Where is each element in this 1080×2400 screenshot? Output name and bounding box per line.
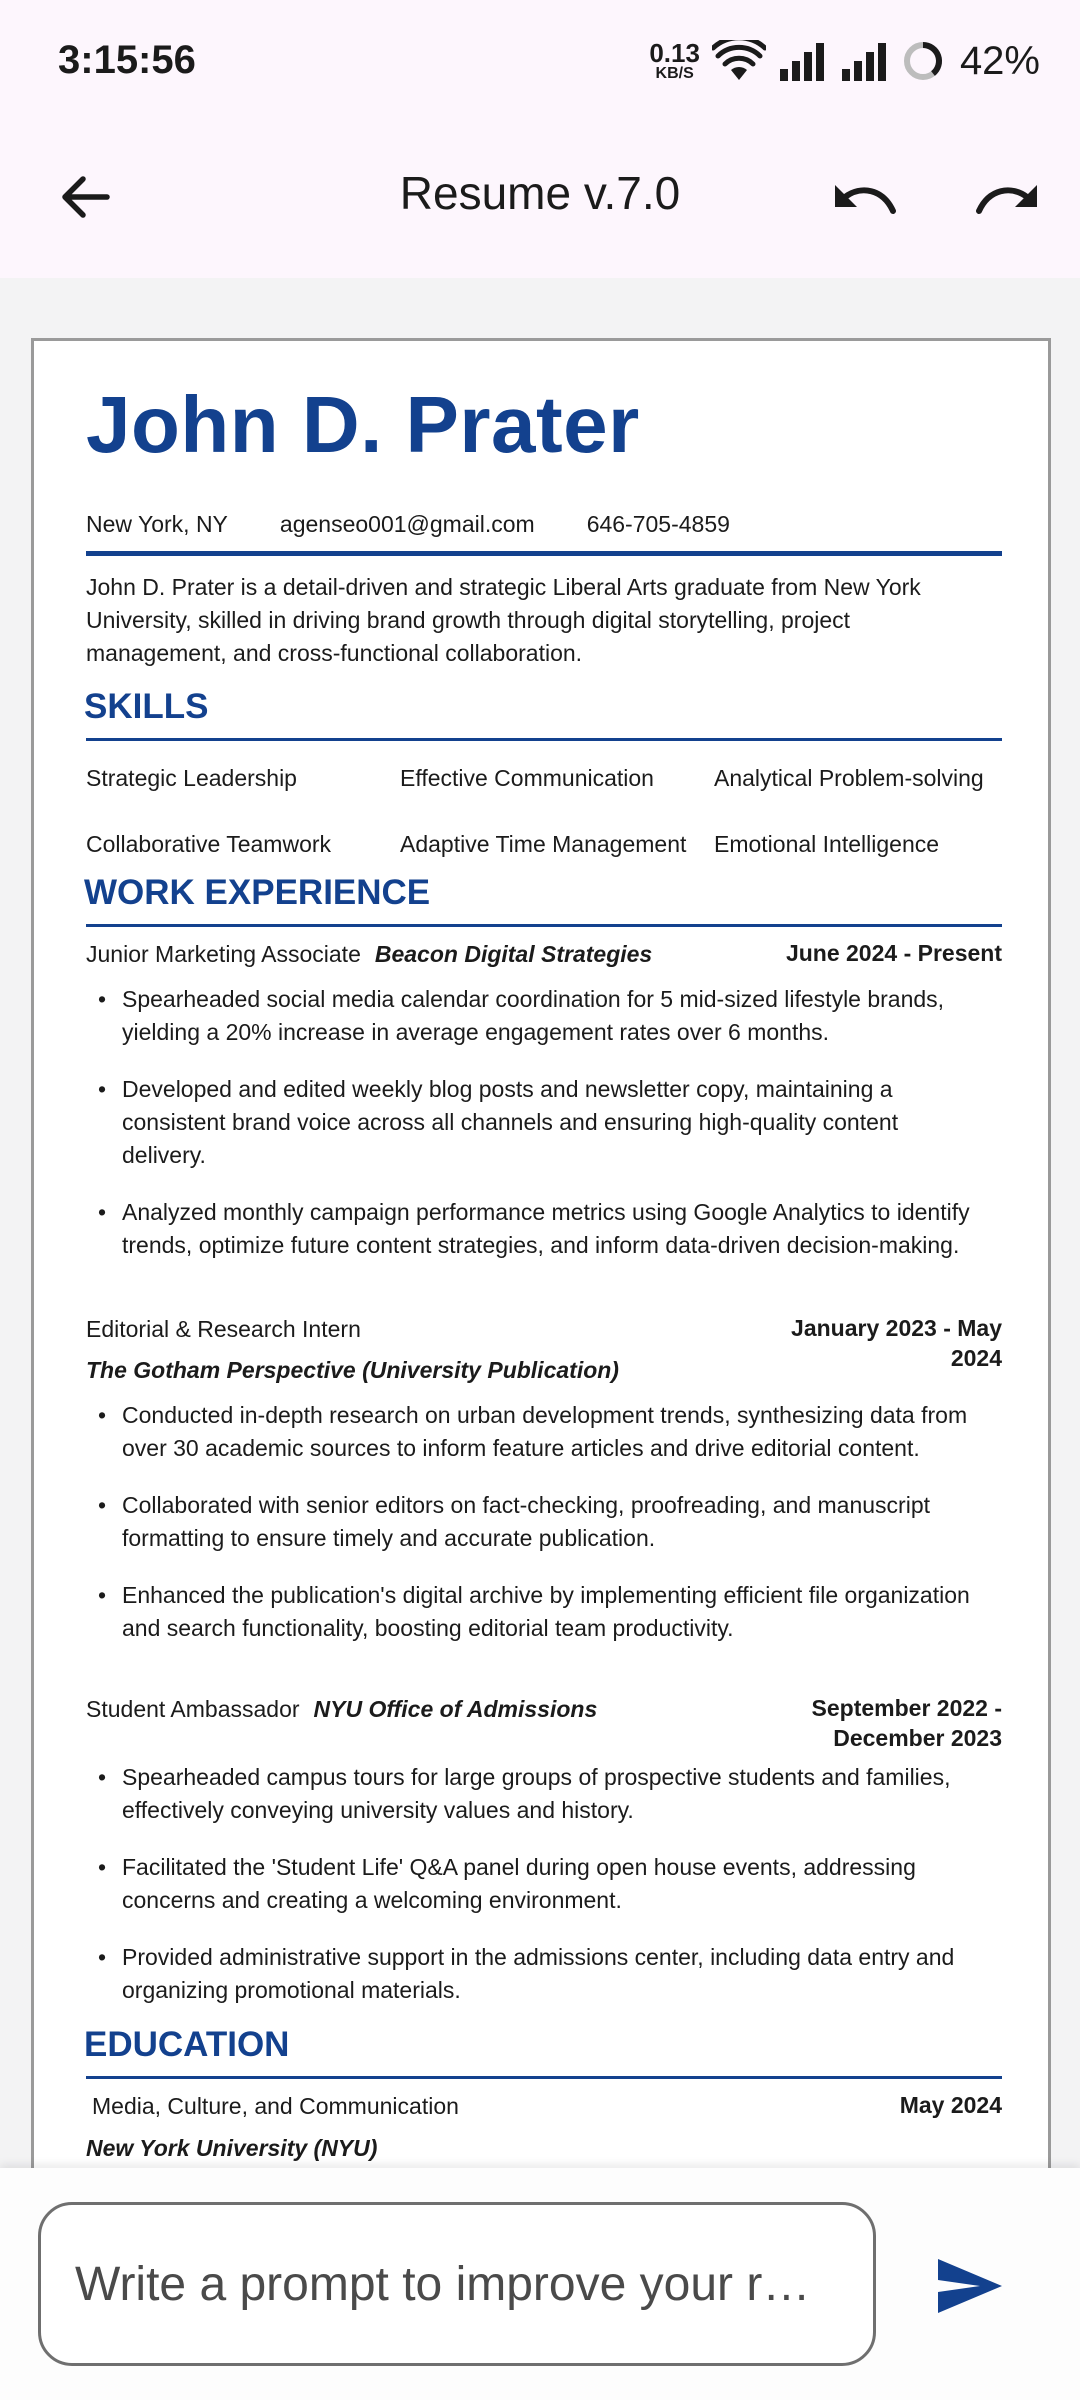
job-dates-line1: January 2023 - May — [791, 1315, 1002, 1341]
job-role: Editorial & Research Intern — [86, 1316, 361, 1342]
summary-text: John D. Prater is a detail-driven and strategic Liberal Arts graduate from New York University, skilled in driving brand growth through digital storytelling, project management, and cross-functional collaboration. — [86, 574, 921, 666]
list-item: • Spearheaded campus tours for large groups of prospective students and families, effectively conveying university values and history. — [86, 1761, 986, 1827]
job-title-line — [86, 941, 652, 968]
list-item: • Analyzed monthly campaign performance metrics using Google Analytics to identify trends, optimize future content strategies, and inform data-driven decision-making. — [86, 1196, 986, 1262]
prompt-bar — [0, 2168, 1080, 2400]
list-item: • Facilitated the 'Student Life' Q&A panel during open house events, addressing concerns and creating a welcoming environment. — [86, 1851, 986, 1917]
skill-item: Adaptive Time Management — [400, 831, 687, 857]
battery-ring-icon — [902, 40, 944, 82]
list-item: • Developed and edited weekly blog posts and newsletter copy, maintaining a consistent brand voice across all channels and ensuring high-quality content delivery. — [86, 1073, 986, 1172]
header-divider — [86, 551, 1002, 556]
list-item: • Provided administrative support in the admissions center, including data entry and organizing promotional materials. — [86, 1941, 986, 2007]
resume-name: John D. Prater — [86, 380, 640, 469]
skills-divider — [86, 738, 1002, 741]
job-bullets — [86, 1399, 986, 1669]
job-bullets — [86, 1761, 986, 2031]
education-degree: Media, Culture, and Communication — [92, 2093, 459, 2119]
job-company: NYU Office of Admissions — [313, 1696, 598, 1722]
status-bar — [0, 0, 1080, 122]
status-icons — [649, 36, 1040, 86]
net-speed — [649, 40, 700, 82]
education-school: New York University (NYU) — [86, 2135, 378, 2161]
job-dates — [791, 1313, 1002, 1373]
prompt-input[interactable] — [38, 2202, 876, 2366]
resume-preview[interactable] — [31, 338, 1051, 2168]
battery-percent: 42% — [959, 38, 1040, 83]
contact-line — [86, 511, 730, 538]
job-dates-line2: 2024 — [950, 1345, 1002, 1371]
skill-item: Strategic Leadership — [86, 765, 297, 791]
job-dates-line2: December 2023 — [833, 1725, 1002, 1751]
undo-icon — [831, 177, 897, 217]
education-date: May 2024 — [899, 2092, 1002, 2118]
page-title: Resume v.7.0 — [399, 167, 681, 219]
app-bar — [0, 122, 1080, 278]
net-speed-unit: KB/S — [655, 65, 694, 82]
job-title-line — [86, 1696, 597, 1723]
list-item: • Collaborated with senior editors on fact-checking, proofreading, and manuscript formatting to ensure timely and accurate publication. — [86, 1489, 986, 1555]
signal-icon — [778, 41, 828, 81]
job-role: Junior Marketing Associate — [86, 941, 361, 967]
job-bullets — [86, 983, 986, 1286]
redo-button[interactable] — [970, 162, 1046, 232]
job-company: Beacon Digital Strategies — [374, 941, 653, 967]
job-role: Student Ambassador — [86, 1696, 300, 1722]
redo-icon — [975, 177, 1041, 217]
skill-item: Emotional Intelligence — [714, 831, 940, 857]
education-divider — [86, 2076, 1002, 2079]
contact-phone: 646-705-4859 — [586, 511, 730, 537]
wifi-icon — [712, 40, 766, 82]
skill-item: Effective Communication — [400, 765, 654, 791]
skill-item: Collaborative Teamwork — [86, 831, 332, 857]
job-company: The Gotham Perspective (University Publication) — [86, 1357, 619, 1383]
net-speed-value: 0.13 — [649, 38, 700, 68]
send-button[interactable] — [930, 2246, 1010, 2326]
list-item: • Spearheaded social media calendar coordination for 5 mid-sized lifestyle brands, yielding a 20% increase in average engagement rates over 6 months. — [86, 983, 986, 1049]
signal-icon-2 — [840, 41, 890, 81]
work-heading: WORK EXPERIENCE — [84, 873, 431, 912]
job-dates-line1: September 2022 - — [811, 1695, 1002, 1721]
undo-button[interactable] — [826, 162, 902, 232]
send-icon — [936, 2257, 1004, 2315]
work-divider — [86, 924, 1002, 927]
list-item: • Enhanced the publication's digital archive by implementing efficient file organization and search functionality, boosting editorial team productivity. — [86, 1579, 986, 1645]
job-dates: June 2024 - Present — [785, 940, 1002, 966]
status-time: 3:15:56 — [58, 38, 196, 82]
job-dates — [812, 1693, 1002, 1753]
skills-heading: SKILLS — [84, 687, 209, 726]
skill-item: Analytical Problem-solving — [714, 765, 984, 791]
list-item: • Conducted in-depth research on urban development trends, synthesizing data from over 30 academic sources to inform feature articles and drive editorial content. — [86, 1399, 986, 1465]
education-heading: EDUCATION — [84, 2025, 290, 2064]
contact-location: New York, NY — [86, 511, 228, 537]
contact-email: agenseo001@gmail.com — [279, 511, 535, 537]
